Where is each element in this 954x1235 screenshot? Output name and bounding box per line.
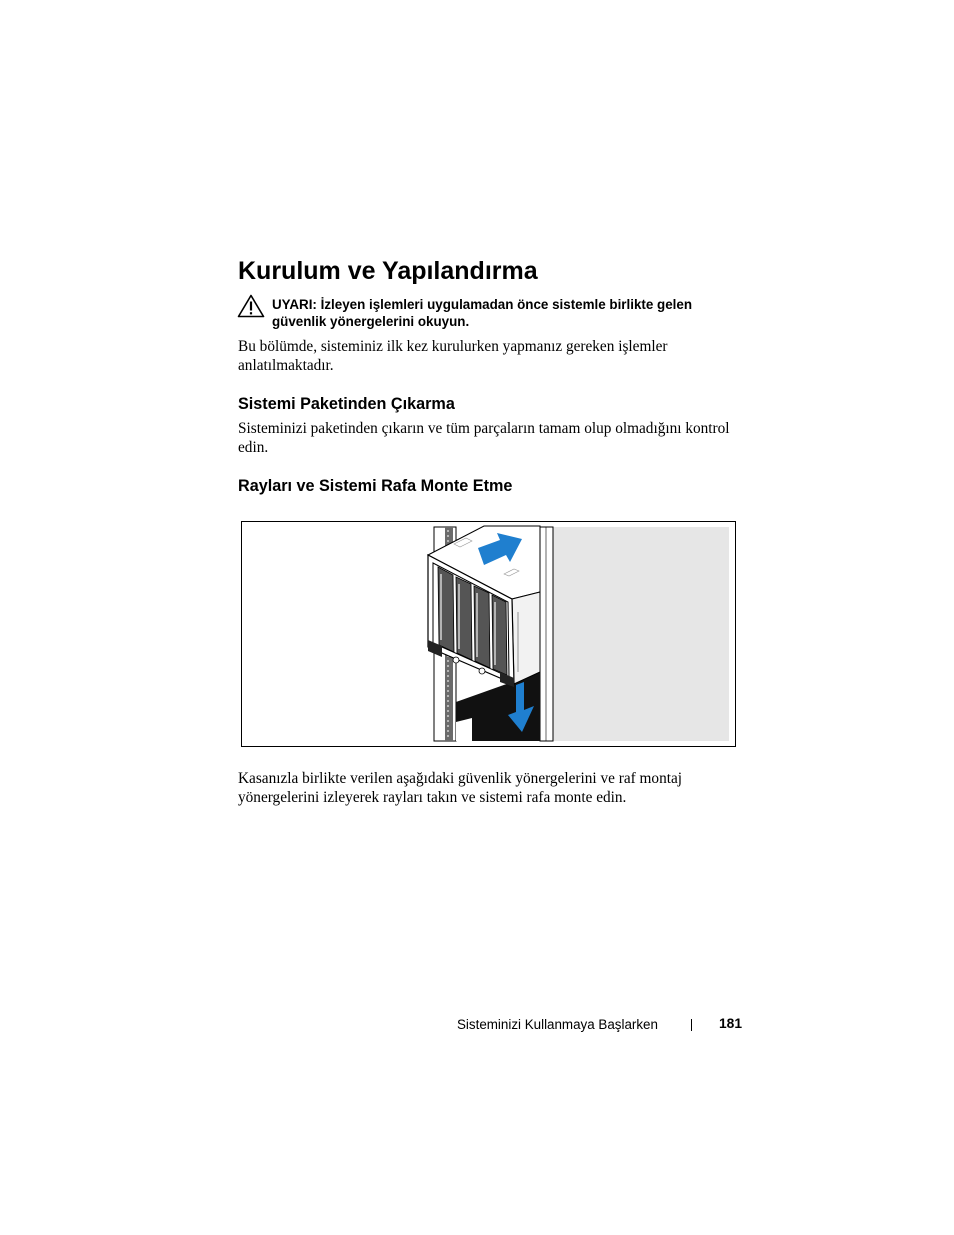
section-text-unpacking: Sisteminizi paketinden çıkarın ve tüm parçaların tamam olup olmadığını kontrol edin. <box>238 420 730 456</box>
section-heading-rack-mount: Rayları ve Sistemi Rafa Monte Etme <box>238 477 513 495</box>
section-heading-unpacking: Sistemi Paketinden Çıkarma <box>238 395 455 413</box>
warning-triangle-icon <box>237 294 265 318</box>
warning-label: UYARI: <box>272 297 317 312</box>
page-title: Kurulum ve Yapılandırma <box>238 257 538 285</box>
warning-text: İzleyen işlemleri uygulamadan önce sistemle birlikte gelen güvenlik yönergelerini okuyun. <box>272 297 693 329</box>
rack-mount-figure <box>241 521 736 747</box>
page-number: 181 <box>719 1016 743 1031</box>
warning-message <box>272 296 742 330</box>
section-text-rack-mount: Kasanızla birlikte verilen aşağıdaki güvenlik yönergelerini ve raf montaj yönergelerini izleyerek rayları takın ve sistemi rafa monte edin. <box>238 770 683 806</box>
footer-title: Sisteminizi Kullanmaya Başlarken <box>457 1017 658 1032</box>
intro-paragraph: Bu bölümde, sisteminiz ilk kez kurulurken yapmanız gereken işlemler anlatılmaktadır. <box>238 338 668 374</box>
footer-separator <box>691 1019 692 1031</box>
rack-mount-illustration <box>242 522 735 746</box>
